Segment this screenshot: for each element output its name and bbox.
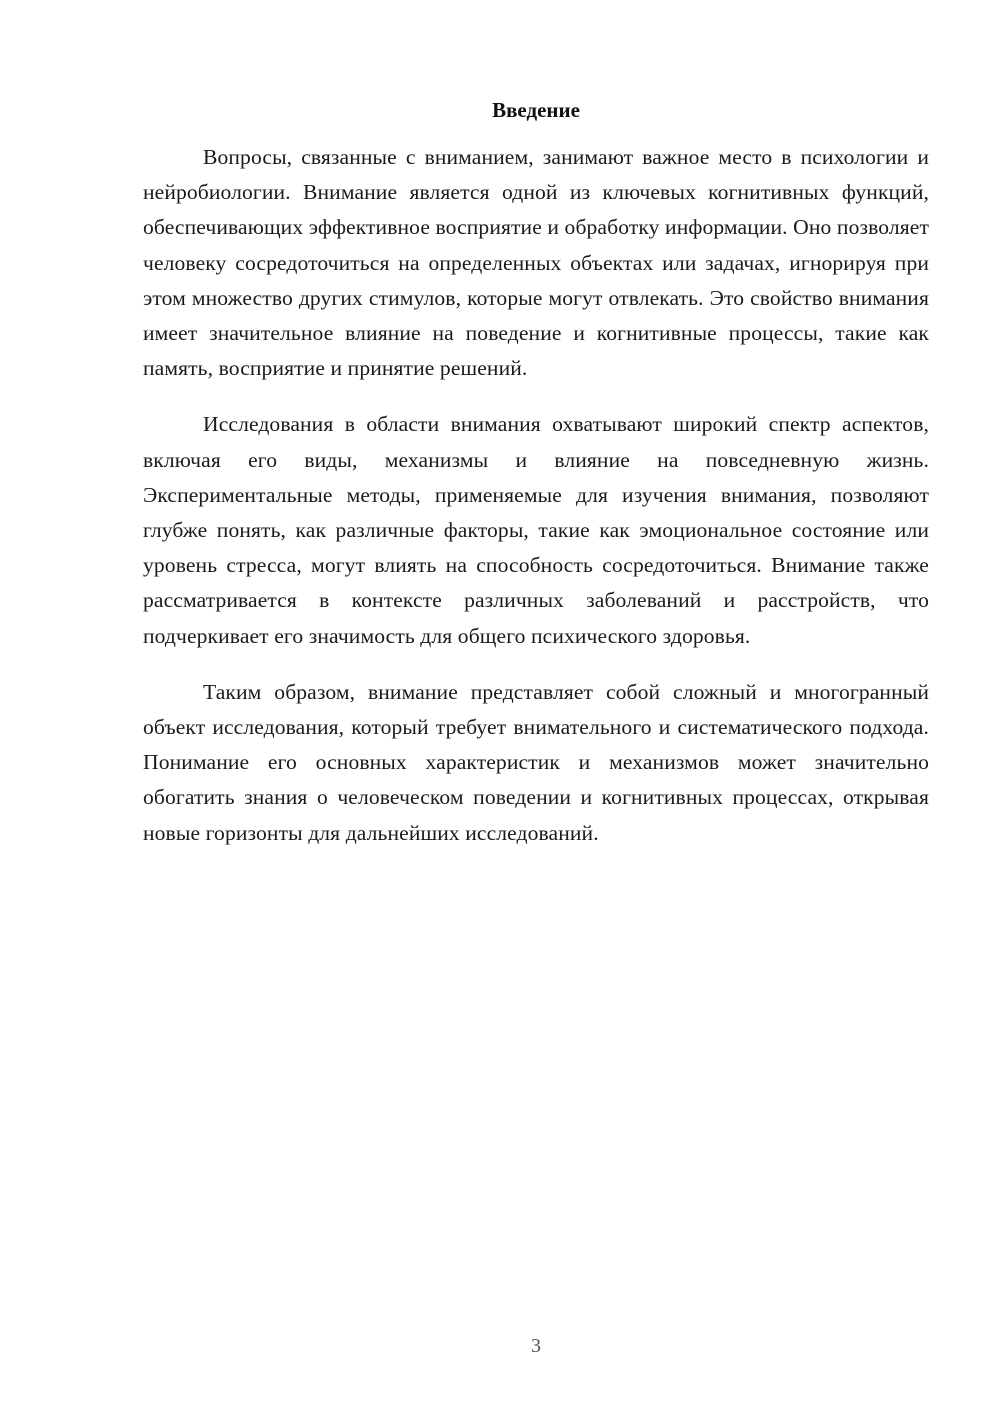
- page-number: 3: [531, 1335, 541, 1357]
- paragraph-2: Исследования в области внимания охватывают широкий спектр аспектов, включая его виды, механизмы и влияние на повседневную жизнь. Экспериментальные методы, применяемые для изучения внимания, позволяют глубже понять, как различные факторы, такие как эмоциональное состояние или уровень стресса, могут влиять на способность сосредоточиться. Внимание также рассматривается в контексте различных заболеваний и расстройств, что подчеркивает его значимость для общего психического здоровья.: [143, 412, 929, 648]
- section-heading: Введение: [492, 98, 580, 122]
- page-content: [143, 96, 929, 872]
- paragraph-3: Таким образом, внимание представляет собой сложный и многогранный объект исследования, который требует внимательного и систематического подхода. Понимание его основных характеристик и механизмов может значительно обогатить знания о человеческом поведении и когнитивных процессах, открывая новые горизонты для дальнейших исследований.: [143, 679, 929, 845]
- paragraph-1: Вопросы, связанные с вниманием, занимают важное место в психологии и нейробиологии. Внимание является одной из ключевых когнитивных функций, обеспечивающих эффективное восприятие и обработку информации. Оно позволяет человеку сосредоточиться на определенных объектах или задачах, игнорируя при этом множество других стимулов, которые могут отвлекать. Это свойство внимания имеет значительное влияние на поведение и когнитивные процессы, такие как память, восприятие и принятие решений.: [143, 145, 929, 381]
